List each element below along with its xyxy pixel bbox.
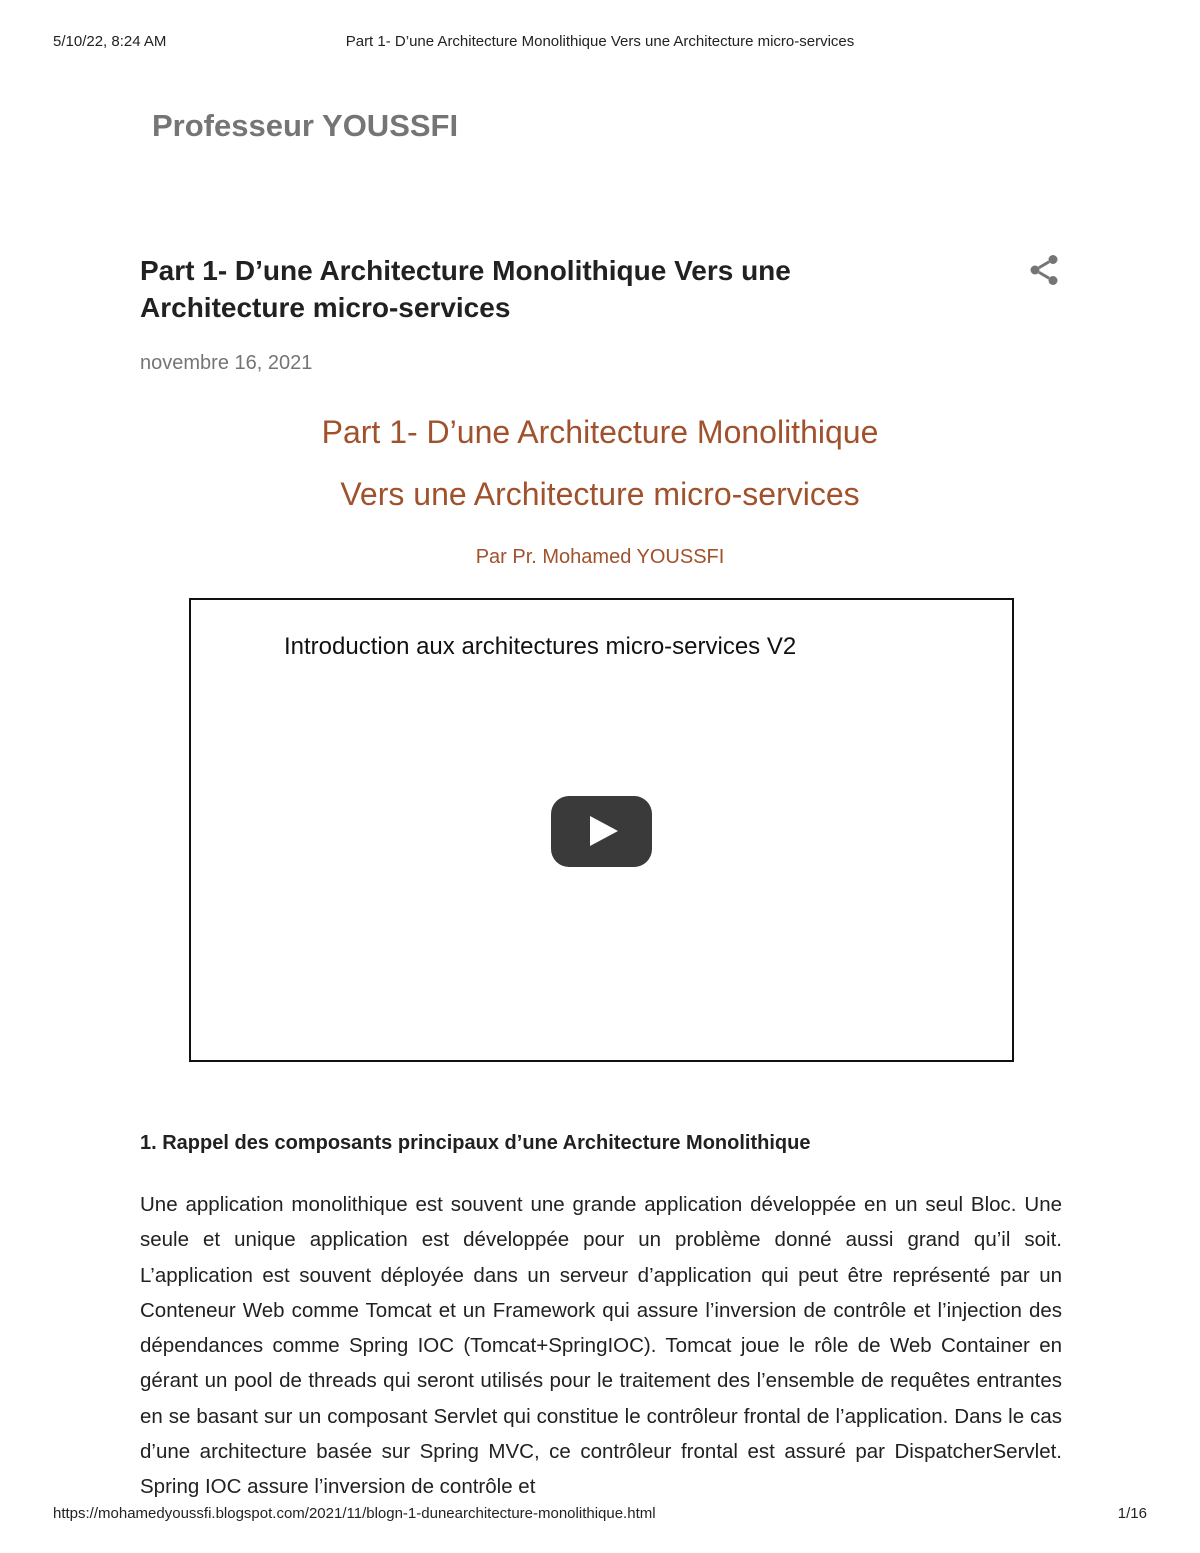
print-datetime: 5/10/22, 8:24 AM bbox=[53, 33, 167, 50]
article-author: Par Pr. Mohamed YOUSSFI bbox=[475, 546, 725, 568]
blog-name-link[interactable]: Professeur YOUSSFI bbox=[152, 108, 459, 143]
video-embed[interactable] bbox=[189, 598, 1014, 1062]
print-page-title: Part 1- D’une Architecture Monolithique Vers une Architecture micro-services bbox=[345, 33, 855, 50]
body-paragraph: Une application monolithique est souvent une grande application développée en un seul Bloc. Une seule et unique application est développée pour un problème donné aussi grand qu’il soit. L’application est souvent déployée dans un serveur d’application qui peut être représenté par un Conteneur Web comme Tomcat et un Framework qui assure l’inversion de contrôle et l’injection des dépendances comme Spring IOC (Tomcat+SpringIOC). Tomcat joue le rôle de Web Container en gérant un pool de threads qui seront utilisés pour le traitement des l’ensemble de requêtes entrantes en se basant sur un composant Servlet qui constitue le contrôleur frontal de l’application. Dans le cas d’une architecture basée sur Spring MVC, ce contrôleur frontal est assuré par DispatcherServlet. Spring IOC assure l’inversion de contrôle et bbox=[140, 1193, 1062, 1499]
share-button[interactable] bbox=[1026, 252, 1062, 288]
print-header bbox=[53, 33, 1147, 50]
article-title-line2: Vers une Architecture micro-services bbox=[340, 476, 860, 512]
post-date: novembre 16, 2021 bbox=[140, 352, 313, 374]
share-icon bbox=[1026, 252, 1062, 288]
video-title[interactable]: Introduction aux architectures micro-services V2 bbox=[284, 633, 797, 660]
section-heading: 1. Rappel des composants principaux d’une Architecture Monolithique bbox=[140, 1132, 811, 1154]
print-url-link[interactable]: https://mohamedyoussfi.blogspot.com/2021/11/blogn-1-dunearchitecture-monolithique.html bbox=[53, 1505, 656, 1522]
post-title: Part 1- D’une Architecture Monolithique Vers une Architecture micro-services bbox=[140, 255, 791, 323]
play-button[interactable] bbox=[551, 796, 652, 867]
page-number: 1/16 bbox=[1117, 1505, 1147, 1522]
play-icon bbox=[590, 816, 618, 846]
print-footer bbox=[53, 1505, 1147, 1522]
article-title-line1: Part 1- D’une Architecture Monolithique bbox=[321, 414, 879, 450]
